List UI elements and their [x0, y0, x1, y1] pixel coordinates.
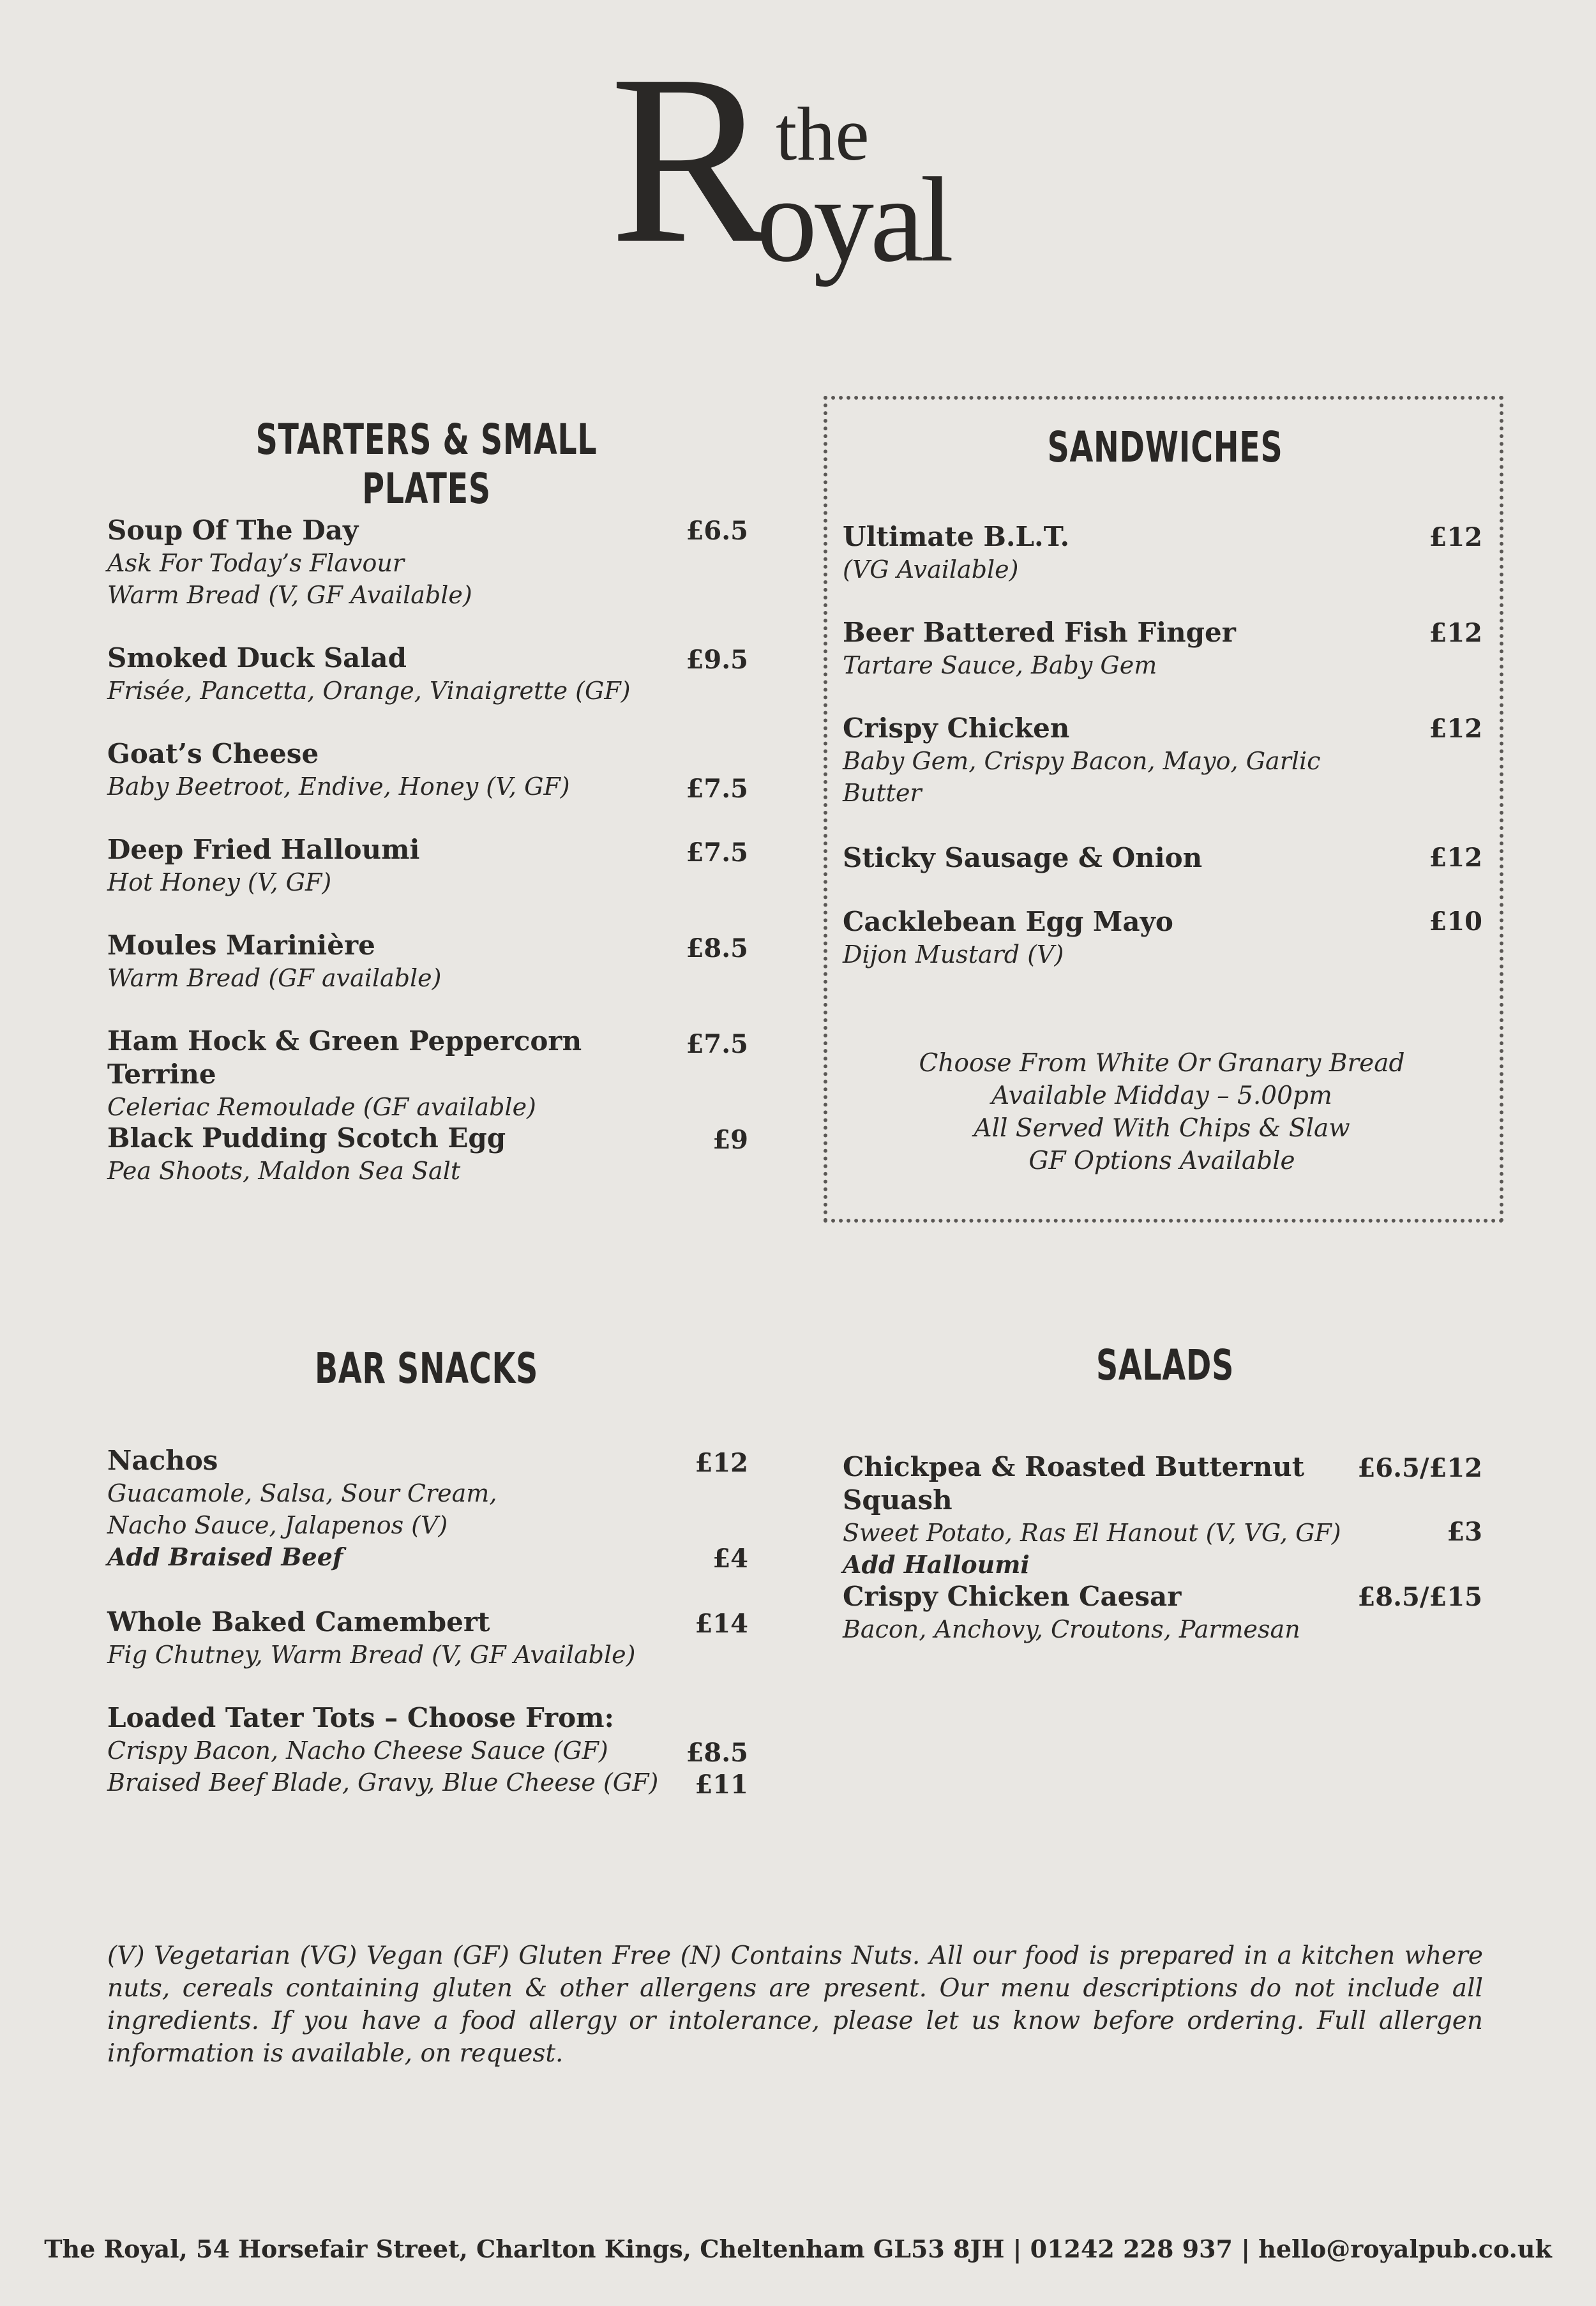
item-price: £12 [695, 1448, 748, 1478]
menu-item [107, 1606, 682, 1671]
item-price: £12 [1429, 522, 1482, 552]
item-price: £7.5 [686, 1029, 748, 1059]
item-desc: Braised Beef Blade, Gravy, Blue Cheese (GF) [107, 1768, 659, 1797]
item-desc: Baby Beetroot, Endive, Honey (V, GF) [107, 772, 570, 801]
item-desc: Dijon Mustard (V) [843, 940, 1064, 968]
menu-item [843, 616, 1417, 681]
item-name: Soup Of The Day [107, 515, 359, 546]
item-price: £7.5 [686, 774, 748, 804]
logo-oyal: oyal [757, 153, 951, 287]
item-price: £11 [695, 1770, 748, 1800]
item-desc: Celeriac Remoulade (GF available) [107, 1093, 536, 1121]
item-add-on: Add Halloumi [843, 1550, 1030, 1579]
menu-item [843, 841, 1417, 875]
menu-item [107, 1701, 682, 1798]
item-price: £8.5 [686, 1738, 748, 1768]
item-desc: Warm Bread (V, GF Available) [107, 581, 472, 609]
item-desc: Crispy Bacon, Nacho Cheese Sauce (GF) [107, 1737, 608, 1765]
menu-item [107, 929, 682, 994]
menu-item [107, 1122, 682, 1187]
menu-item [107, 1025, 682, 1123]
item-name: Smoked Duck Salad [107, 642, 407, 674]
item-desc: Nacho Sauce, Jalapenos (V) [107, 1511, 448, 1539]
menu-item [107, 1444, 682, 1573]
add-on-price: £4 [712, 1544, 748, 1574]
add-on-price: £3 [1447, 1517, 1482, 1547]
sandwiches-title: SANDWICHES [1047, 423, 1283, 472]
item-desc: Ask For Today’s Flavour [107, 549, 404, 577]
note-line: Available Midday – 5.00pm [991, 1081, 1332, 1110]
salads-title: SALADS [1095, 1341, 1235, 1390]
item-name: Deep Fried Halloumi [107, 834, 420, 865]
menu-item [107, 642, 682, 707]
item-price: £6.5 [686, 516, 748, 546]
item-price: £12 [1429, 618, 1482, 648]
item-desc: Bacon, Anchovy, Croutons, Parmesan [843, 1615, 1300, 1643]
menu-item [107, 833, 682, 898]
item-price: £8.5/£15 [1357, 1582, 1482, 1612]
item-name: Crispy Chicken [843, 712, 1070, 744]
item-name: Sticky Sausage & Onion [843, 842, 1203, 873]
item-name: Goat’s Cheese [107, 738, 319, 769]
item-desc: Baby Gem, Crispy Bacon, Mayo, Garlic [843, 747, 1321, 775]
note-line: Choose From White Or Granary Bread [919, 1049, 1405, 1078]
logo-r: R [610, 25, 772, 294]
item-name: Beer Battered Fish Finger [843, 617, 1236, 648]
item-add-on: Add Braised Beef [107, 1542, 343, 1571]
item-price: £6.5/£12 [1357, 1453, 1482, 1483]
item-name: Cacklebean Egg Mayo [843, 906, 1173, 937]
item-desc: Guacamole, Salsa, Sour Cream, [107, 1479, 497, 1507]
logo-the: the [776, 91, 870, 176]
item-desc: Frisée, Pancetta, Orange, Vinaigrette (GF) [107, 677, 631, 705]
menu-item [843, 905, 1417, 970]
footer-contact: The Royal, 54 Horsefair Street, Charlton Kings, Cheltenham GL53 8JH | 01242 228 937 | hello@royalpub.co.uk [44, 2234, 1552, 2263]
item-name: Chickpea & Roasted Butternut Squash [843, 1451, 1305, 1516]
note-line: All Served With Chips & Slaw [974, 1114, 1350, 1143]
item-desc: (VG Available) [843, 555, 1019, 584]
menu-item [843, 520, 1417, 585]
starters-title: STARTERS & SMALL PLATES [255, 415, 598, 513]
item-price: £7.5 [686, 838, 748, 868]
item-desc: Butter [843, 779, 922, 807]
item-desc: Pea Shoots, Maldon Sea Salt [107, 1157, 461, 1185]
item-desc: Warm Bread (GF available) [107, 964, 442, 992]
item-desc: Hot Honey (V, GF) [107, 868, 332, 896]
item-price: £10 [1429, 907, 1482, 937]
menu-item [107, 737, 682, 803]
item-name: Black Pudding Scotch Egg [107, 1122, 506, 1154]
allergen-info: (V) Vegetarian (VG) Vegan (GF) Gluten Free (N) Contains Nuts. All our food is prepared in a kitchen where nuts, cereals containing gluten & other allergens are present. Our menu descriptions do not include all ingredients. If you have a food allergy or intolerance, please let us know before ordering. Full allergen information is available, on request. [107, 1941, 1483, 2068]
menu-item [843, 712, 1417, 809]
item-name: Moules Marinière [107, 930, 375, 961]
item-price: £12 [1429, 714, 1482, 744]
sandwiches-note [836, 1047, 1487, 1177]
item-price: £9.5 [686, 645, 748, 675]
item-name: Crispy Chicken Caesar [843, 1581, 1182, 1612]
bar-snacks-title: BAR SNACKS [314, 1344, 539, 1393]
note-line: GF Options Available [1028, 1147, 1295, 1175]
item-name: Whole Baked Camembert [107, 1606, 490, 1638]
item-name: Ham Hock & Green Peppercorn Terrine [107, 1025, 582, 1090]
item-price: £8.5 [686, 933, 748, 963]
item-price: £14 [695, 1609, 748, 1639]
item-desc: Tartare Sauce, Baby Gem [843, 651, 1157, 679]
item-price: £12 [1429, 843, 1482, 873]
logo [610, 25, 980, 294]
item-name: Ultimate B.L.T. [843, 521, 1070, 552]
item-desc: Sweet Potato, Ras El Hanout (V, VG, GF) [843, 1519, 1341, 1547]
item-name: Loaded Tater Tots – Choose From: [107, 1702, 615, 1733]
menu-item [107, 514, 682, 611]
item-price: £9 [712, 1125, 748, 1155]
item-desc: Fig Chutney, Warm Bread (V, GF Available) [107, 1641, 636, 1669]
item-name: Nachos [107, 1445, 218, 1476]
